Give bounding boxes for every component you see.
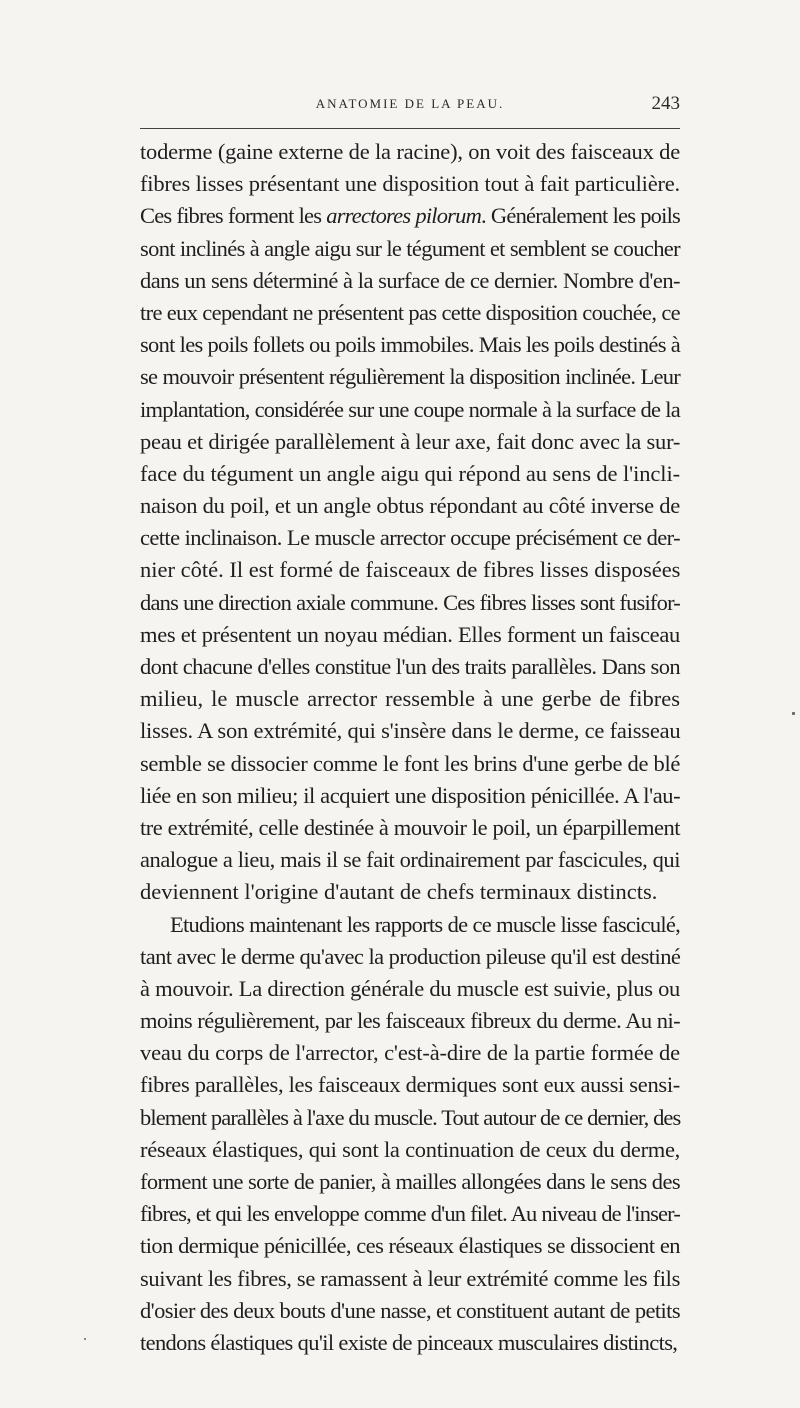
text-line: réseaux élastiques, qui sont la continuation de ceux du derme,	[140, 1136, 680, 1162]
text-line: toderme (gaine externe de la racine), on voit des faisceaux de	[140, 139, 680, 164]
text-line: d'osier des deux bouts d'une nasse, et constituent autant de petits	[140, 1297, 680, 1323]
text-line: deviennent l'origine d'autant de chefs terminaux distincts.	[140, 879, 658, 905]
text-line: dans une direction axiale commune. Ces fibres lisses sont fusifor-	[140, 589, 680, 615]
body-text	[140, 136, 680, 1359]
text-line: forment une sorte de panier, à mailles allongées dans le sens des	[140, 1169, 680, 1194]
text-line: dont chacune d'elles constitue l'un des traits parallèles. Dans son	[140, 654, 680, 679]
text-line: sont inclinés à angle aigu sur le tégument et semblent se coucher	[140, 235, 680, 261]
text-line: se mouvoir présentent régulièrement la disposition inclinée. Leur	[140, 364, 680, 390]
text-line: à mouvoir. La direction générale du muscle est suivie, plus ou	[140, 975, 680, 1001]
text-line: tion dermique pénicillée, ces réseaux élastiques se dissocient en	[140, 1233, 680, 1259]
text-line: fibres parallèles, les faisceaux dermiques sont eux aussi sensi-	[140, 1072, 681, 1098]
text-line: Etudions maintenant les rapports de ce muscle lisse fasciculé,	[170, 911, 680, 937]
text-line: blement parallèles à l'axe du muscle. Tout autour de ce dernier, des	[140, 1104, 681, 1130]
text-line: tre eux cependant ne présentent pas cette disposition couchée, ce	[140, 299, 681, 325]
header-rule	[140, 128, 680, 129]
paper-speck	[84, 1338, 86, 1340]
text-line: tant avec le derme qu'avec la production pileuse qu'il est destiné	[140, 943, 681, 969]
text-line: nier côté. Il est formé de faisceaux de fibres lisses disposées	[140, 557, 681, 583]
running-head	[140, 93, 680, 120]
text-line: veau du corps de l'arrector, c'est-à-dire de la partie formée de	[140, 1040, 680, 1066]
text-line	[140, 200, 680, 232]
text-line: tendons élastiques qu'il existe de pinceaux musculaires distincts,	[140, 1329, 678, 1355]
running-title: ANATOMIE DE LA PEAU.	[315, 96, 505, 111]
text-line: peau et dirigée parallèlement à leur axe, fait donc avec la sur-	[140, 428, 681, 454]
text-line: fibres lisses présentant une disposition tout à fait particulière.	[140, 171, 680, 197]
text-run: . Généralement les poils	[481, 203, 680, 229]
text-line: fibres, et qui les enveloppe comme d'un filet. Au niveau de l'inser-	[140, 1201, 680, 1227]
text-line: liée en son milieu; il acquiert une disposition pénicillée. A l'au-	[140, 782, 681, 808]
text-line: moins régulièrement, par les faisceaux fibreux du derme. Au ni-	[140, 1008, 680, 1034]
paper-speck	[792, 712, 795, 715]
text-line: cette inclinaison. Le muscle arrector occupe précisément ce der-	[140, 525, 680, 551]
page-number: 243	[651, 93, 680, 114]
text-line: face du tégument un angle aigu qui répond au sens de l'incli-	[140, 460, 680, 486]
text-line: suivant les fibres, se ramassent à leur extrémité comme les fils	[140, 1265, 680, 1291]
text-line: implantation, considérée sur une coupe normale à la surface de la	[140, 396, 680, 422]
text-line: lisses. A son extrémité, qui s'insère dans le derme, ce faisseau	[140, 718, 681, 744]
text-line: sont les poils follets ou poils immobiles. Mais les poils destinés à	[140, 332, 680, 358]
text-line: dans un sens déterminé à la surface de ce dernier. Nombre d'en-	[140, 267, 680, 293]
text-line: milieu, le muscle arrector ressemble à une gerbe de fibres	[140, 686, 680, 712]
text-line: mes et présentent un noyau médian. Elles forment un faisceau	[140, 621, 680, 647]
text-line: analogue a lieu, mais il se fait ordinairement par fascicules, qui	[140, 847, 680, 873]
text-line: semble se dissocier comme le font les brins d'une gerbe de blé	[140, 750, 680, 776]
text-line: tre extrémité, celle destinée à mouvoir le poil, un éparpillement	[140, 814, 680, 840]
italic-term: arrectores pilorum	[326, 203, 482, 229]
text-run: Ces fibres forment les	[140, 203, 327, 229]
text-line: naison du poil, et un angle obtus répondant au côté inverse de	[140, 493, 680, 519]
